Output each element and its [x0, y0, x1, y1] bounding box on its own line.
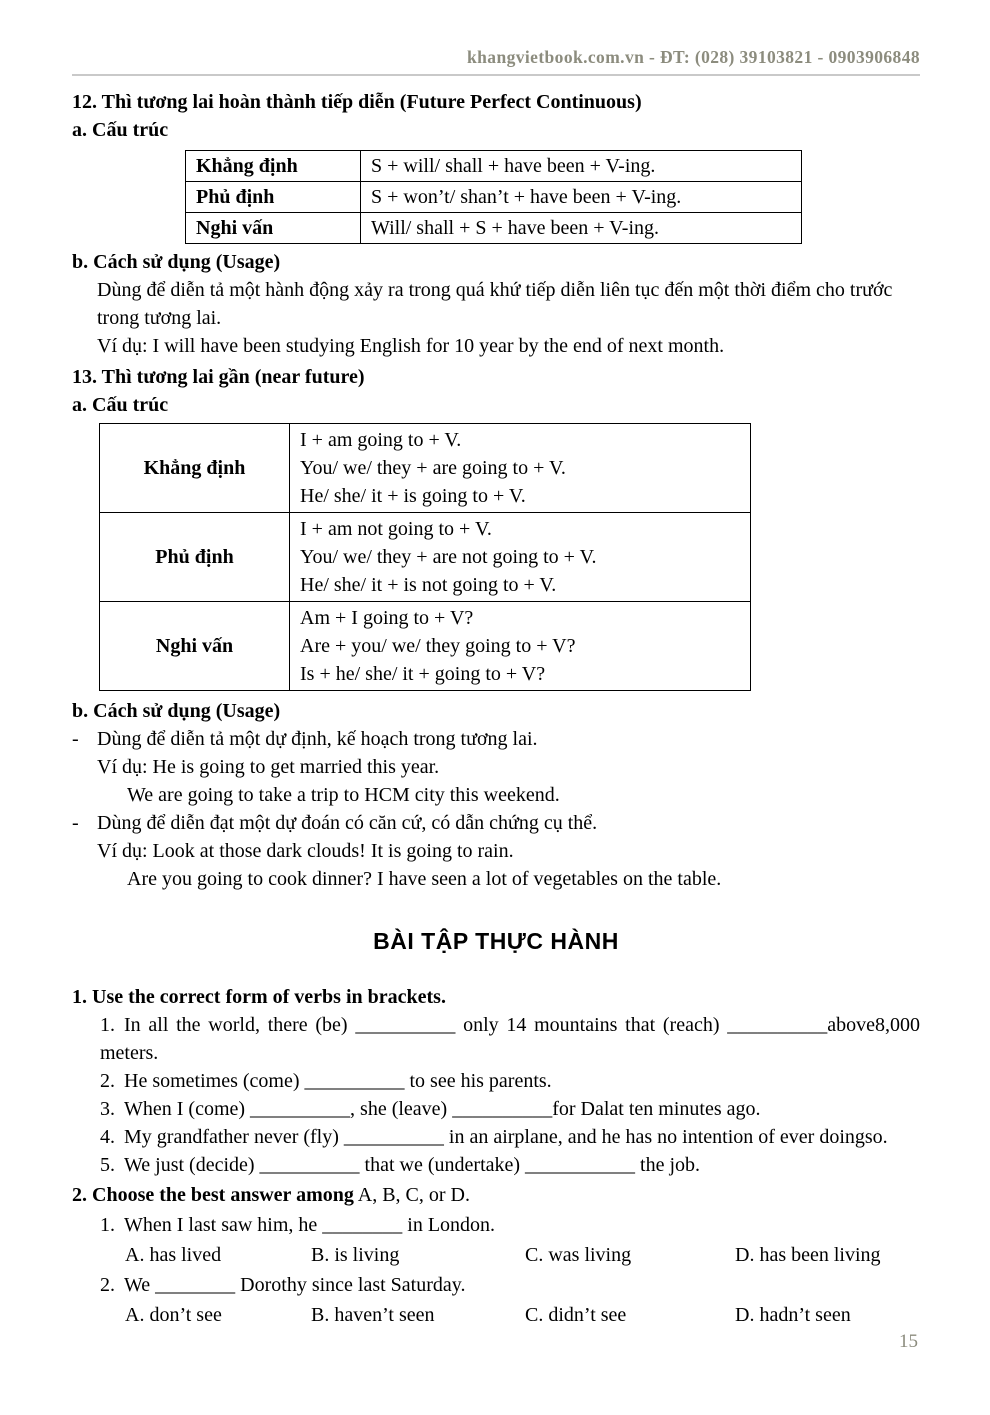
section-12-usage-text: Dùng để diễn tả một hành động xảy ra trong quá khứ tiếp diễn liên tục đến một thời điểm cho trước trong tương lai.: [97, 279, 893, 329]
bullet-body: [97, 725, 920, 809]
item-number: 3.: [100, 1098, 115, 1120]
table-line: You/ we/ they + are not going to + V.: [300, 546, 597, 568]
item-text: When I (come) __________, she (leave) __________for Dalat ten minutes ago.: [124, 1098, 761, 1120]
section-12-structure-table: [185, 150, 802, 244]
exercise-1-item-1: [100, 1011, 920, 1067]
exercise-2-question-1-options: [125, 1241, 920, 1269]
bullet-dash: -: [72, 812, 79, 834]
header-divider: [72, 74, 920, 76]
item-number: 2.: [100, 1070, 115, 1092]
table-line: I + am going to + V.: [300, 429, 462, 451]
table-line: Are + you/ we/ they going to + V?: [300, 635, 576, 657]
table-line: Am + I going to + V?: [300, 607, 474, 629]
exercise-2-question-2-options: [125, 1301, 920, 1329]
section-13-usage-label: b. Cách sử dụng (Usage): [72, 700, 281, 722]
item-text: He sometimes (come) __________ to see his parents.: [124, 1070, 552, 1092]
item-text: In all the world, there (be) __________ only 14 mountains that (reach) __________above8,000 meters.: [100, 1014, 920, 1064]
practice-section-heading: BÀI TẬP THỰC HÀNH: [373, 928, 619, 954]
section-13-structure-table: [99, 423, 751, 691]
option-d: D. has been living: [735, 1244, 881, 1266]
question-number: 1.: [100, 1214, 115, 1236]
exercise-1-item-4: [100, 1123, 920, 1151]
bullet-text: Dùng để diễn tả một dự định, kế hoạch trong tương lai.: [97, 728, 538, 750]
table-label-interrogative: Nghi vấn: [186, 213, 361, 244]
option-b: B. is living: [311, 1244, 400, 1266]
bullet-example-2: Are you going to cook dinner? I have seen a lot of vegetables on the table.: [127, 868, 722, 890]
exercise-2-title: [72, 1181, 920, 1209]
table-row: [186, 182, 802, 213]
item-text: We just (decide) __________ that we (undertake) ___________ the job.: [124, 1154, 701, 1176]
table-label-interrogative: Nghi vấn: [100, 602, 290, 691]
item-number: 1.: [100, 1014, 115, 1036]
bullet-text: Dùng để diễn đạt một dự đoán có căn cứ, có dẫn chứng cụ thể.: [97, 812, 598, 834]
option-c: C. didn’t see: [525, 1304, 627, 1326]
section-13-title: 13. Thì tương lai gần (near future): [72, 366, 365, 388]
table-line: I + am not going to + V.: [300, 518, 492, 540]
exercise-1-item-3: [100, 1095, 920, 1123]
table-value-affirmative: [290, 424, 751, 513]
table-row: [100, 602, 751, 691]
table-value-interrogative: [290, 602, 751, 691]
bullet-body: [97, 809, 920, 893]
question-text: We ________ Dorothy since last Saturday.: [124, 1274, 466, 1296]
table-row: [186, 151, 802, 182]
section-12-structure-label: a. Cấu trúc: [72, 119, 169, 141]
section-13-structure-label: a. Cấu trúc: [72, 394, 169, 416]
page-number: 15: [899, 1331, 918, 1352]
usage-bullet-2: [72, 809, 920, 893]
usage-bullet-1: [72, 725, 920, 809]
table-line: You/ we/ they + are going to + V.: [300, 457, 566, 479]
table-label-negative: Phủ định: [186, 182, 361, 213]
table-line: Is + he/ she/ it + going to + V?: [300, 663, 546, 685]
table-value-interrogative: Will/ shall + S + have been + V-ing.: [361, 213, 802, 244]
bullet-dash: -: [72, 728, 79, 750]
page-header: [72, 46, 920, 76]
section-12-title: 12. Thì tương lai hoàn thành tiếp diễn (Future Perfect Continuous): [72, 91, 642, 113]
option-a: A. don’t see: [125, 1304, 222, 1326]
table-label-affirmative: Khẳng định: [186, 151, 361, 182]
exercise-1-item-2: [100, 1067, 920, 1095]
table-label-negative: Phủ định: [100, 513, 290, 602]
publisher-contact-line: khangvietbook.com.vn - ĐT: (028) 39103821 - 0903906848: [467, 47, 920, 67]
table-line: He/ she/ it + is going to + V.: [300, 485, 526, 507]
table-label-affirmative: Khẳng định: [100, 424, 290, 513]
exercise-1-title: 1. Use the correct form of verbs in brackets.: [72, 986, 446, 1008]
bullet-example: Ví dụ: He is going to get married this year.: [97, 756, 440, 778]
option-a: A. has lived: [125, 1244, 222, 1266]
option-d: D. hadn’t seen: [735, 1304, 851, 1326]
question-text: When I last saw him, he ________ in London.: [124, 1214, 496, 1236]
section-12-example: Ví dụ: I will have been studying English for 10 year by the end of next month.: [97, 335, 725, 357]
table-value-negative: [290, 513, 751, 602]
item-number: 4.: [100, 1126, 115, 1148]
table-row: [100, 424, 751, 513]
table-line: He/ she/ it + is not going to + V.: [300, 574, 557, 596]
table-value-affirmative: S + will/ shall + have been + V-ing.: [361, 151, 802, 182]
bullet-example: Ví dụ: Look at those dark clouds! It is going to rain.: [97, 840, 514, 862]
bullet-example-2: We are going to take a trip to HCM city this weekend.: [127, 784, 560, 806]
document-content: [72, 88, 920, 1329]
table-row: [100, 513, 751, 602]
exercise-2-title-bold: 2. Choose the best answer among: [72, 1184, 354, 1206]
exercise-2-question-2: [100, 1271, 920, 1299]
question-number: 2.: [100, 1274, 115, 1296]
exercise-2-title-regular: A, B, C, or D.: [357, 1184, 470, 1206]
table-value-negative: S + won’t/ shan’t + have been + V-ing.: [361, 182, 802, 213]
option-b: B. haven’t seen: [311, 1304, 435, 1326]
option-c: C. was living: [525, 1244, 632, 1266]
exercise-2-question-1: [100, 1211, 920, 1239]
item-number: 5.: [100, 1154, 115, 1176]
exercise-1-item-5: [100, 1151, 920, 1179]
table-row: [186, 213, 802, 244]
section-12-usage-label: b. Cách sử dụng (Usage): [72, 251, 281, 273]
item-text: My grandfather never (fly) __________ in an airplane, and he has no intention of ever doingso.: [124, 1126, 888, 1148]
